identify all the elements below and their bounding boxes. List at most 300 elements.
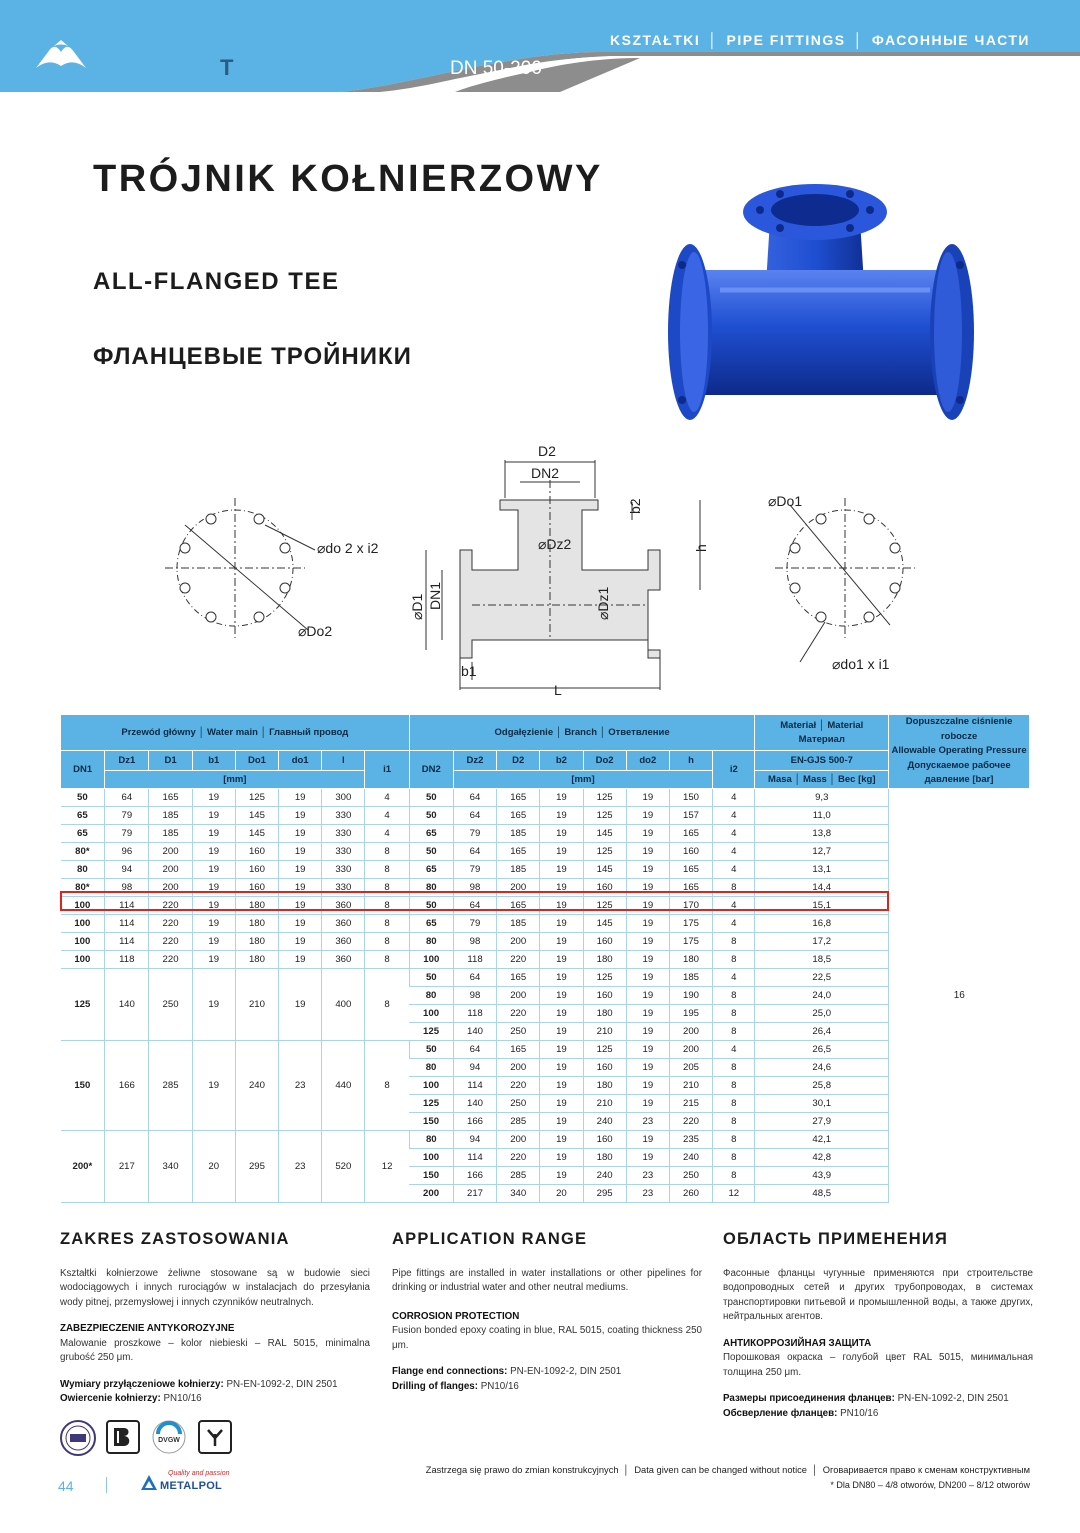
branch-cell: 19 (626, 788, 669, 806)
branch-cell: 125 (583, 896, 626, 914)
main-cell: 19 (192, 1040, 235, 1130)
branch-cell: 114 (453, 1148, 496, 1166)
branch-cell: 19 (626, 1148, 669, 1166)
main-cell: 100 (61, 950, 105, 968)
branch-cell: 64 (453, 1040, 496, 1058)
main-cell: 360 (322, 932, 365, 950)
branch-cell: 98 (453, 878, 496, 896)
main-cell: 200 (149, 842, 192, 860)
branch-cell: 125 (583, 788, 626, 806)
main-cell: 285 (149, 1040, 192, 1130)
main-cell: 340 (149, 1130, 192, 1202)
branch-cell: 19 (626, 914, 669, 932)
separator: │ (623, 1465, 630, 1475)
col-do2: do2 (626, 751, 669, 771)
branch-cell: 114 (453, 1076, 496, 1094)
main-cell: 160 (235, 878, 278, 896)
main-cell: 330 (322, 824, 365, 842)
label-Dz2: ⌀Dz2 (538, 536, 572, 552)
main-cell: 295 (235, 1130, 278, 1202)
table-row (61, 860, 1030, 878)
mass-cell: 25,8 (755, 1076, 889, 1094)
mass-cell: 27,9 (755, 1112, 889, 1130)
branch-cell: 200 (409, 1184, 453, 1202)
corrosion-text-pl: Malowanie proszkowe – kolor niebieski – RAL 5015, minimalna grubość 250 μm. (60, 1337, 370, 1363)
main-cell: 19 (192, 896, 235, 914)
page-number: 44 (58, 1478, 74, 1494)
branch-cell: 160 (669, 842, 712, 860)
main-cell: 19 (279, 914, 322, 932)
branch-cell: 200 (497, 1130, 540, 1148)
branch-cell: 19 (626, 1058, 669, 1076)
branch-cell: 19 (540, 986, 583, 1004)
branch-cell: 220 (497, 1004, 540, 1022)
main-cell: 330 (322, 878, 365, 896)
main-cell: 220 (149, 950, 192, 968)
branch-cell: 195 (669, 1004, 712, 1022)
branch-cell: 19 (540, 860, 583, 878)
branch-cell: 19 (626, 842, 669, 860)
main-cell: 100 (61, 914, 105, 932)
branch-cell: 180 (583, 1148, 626, 1166)
flange-label-en: Flange end connections: (392, 1366, 508, 1377)
drill-label-pl: Owiercenie kołnierzy: (60, 1393, 161, 1404)
pressure-header: Dopuszczalne ciśnienie robocze Allowable Operating Pressure Допускаемое рабочее давление [bar] (889, 715, 1030, 789)
main-cell: 200 (149, 878, 192, 896)
branch-cell: 118 (453, 1004, 496, 1022)
disclaimer-ru: Оговаривается право к сменам конструктивным (822, 1465, 1030, 1475)
mass-cell: 43,9 (755, 1166, 889, 1184)
main-cell: 19 (192, 806, 235, 824)
unit-branch: [mm] (453, 770, 712, 788)
branch-cell: 4 (713, 1040, 755, 1058)
branch-cell: 166 (453, 1112, 496, 1130)
branch-cell: 64 (453, 806, 496, 824)
mass-cell: 24,6 (755, 1058, 889, 1076)
branch-cell: 175 (669, 914, 712, 932)
branch-cell: 125 (583, 806, 626, 824)
label-L: L (554, 682, 562, 698)
col-Do1: Do1 (235, 751, 278, 771)
main-cell: 114 (105, 914, 149, 932)
branch-cell: 19 (626, 824, 669, 842)
branch-cell: 19 (540, 878, 583, 896)
branch-cell: 19 (540, 1112, 583, 1130)
branch-cell: 65 (409, 824, 453, 842)
branch-cell: 205 (669, 1058, 712, 1076)
disclaimer-en: Data given can be changed without notice (634, 1465, 807, 1475)
mass-cell: 18,5 (755, 950, 889, 968)
branch-cell: 125 (409, 1094, 453, 1112)
branch-cell: 340 (497, 1184, 540, 1202)
main-cell: 250 (149, 968, 192, 1040)
branch-cell: 165 (497, 788, 540, 806)
branch-cell: 19 (626, 1040, 669, 1058)
main-cell: 8 (365, 968, 409, 1040)
mass-cell: 22,5 (755, 968, 889, 986)
branch-cell: 19 (540, 788, 583, 806)
branch-cell: 19 (540, 842, 583, 860)
main-cell: 19 (279, 806, 322, 824)
col-b1: b1 (192, 751, 235, 771)
branch-cell: 220 (669, 1112, 712, 1130)
branch-cell: 19 (540, 1130, 583, 1148)
branch-cell: 19 (626, 1094, 669, 1112)
branch-cell: 19 (540, 1094, 583, 1112)
title-ru: ФЛАНЦЕВЫЕ ТРОЙНИКИ (93, 343, 412, 370)
branch-cell: 145 (583, 914, 626, 932)
main-cell: 79 (105, 806, 149, 824)
branch-cell: 19 (540, 950, 583, 968)
separator: │ (708, 32, 719, 48)
branch-cell: 8 (713, 950, 755, 968)
branch-cell: 8 (713, 1094, 755, 1112)
flange-label-ru: Размеры присоединения фланцев: (723, 1393, 895, 1404)
mass-cell: 9,3 (755, 788, 889, 806)
branch-cell: 250 (497, 1022, 540, 1040)
dvgw-label: DVGW (158, 1437, 180, 1444)
branch-cell: 220 (497, 1076, 540, 1094)
branch-cell: 200 (497, 878, 540, 896)
main-cell: 98 (105, 878, 149, 896)
main-cell: 220 (149, 914, 192, 932)
main-cell: 217 (105, 1130, 149, 1202)
branch-cell: 4 (713, 842, 755, 860)
label-b1: b1 (461, 663, 477, 679)
main-cell: 80 (61, 860, 105, 878)
branch-cell: 100 (409, 1148, 453, 1166)
branch-cell: 118 (453, 950, 496, 968)
main-cell: 160 (235, 842, 278, 860)
mass-cell: 12,7 (755, 842, 889, 860)
branch-cell: 4 (713, 896, 755, 914)
section-text-pl: Kształtki kołnierzowe żeliwne stosowane są w budowie sieci wodociągowych i innych rurociągów w instalacjach do przesyłania wody pitnej, przemysłowej i innych czynników neutralnych. (60, 1267, 370, 1308)
branch-cell: 157 (669, 806, 712, 824)
branch-cell: 125 (583, 1040, 626, 1058)
branch-cell: 94 (453, 1058, 496, 1076)
main-cell: 19 (279, 842, 322, 860)
label-do1: ⌀do1 x i1 (832, 656, 890, 672)
table-head (61, 715, 1030, 789)
main-cell: 185 (149, 824, 192, 842)
table-row (61, 1130, 1030, 1148)
table-row (61, 788, 1030, 806)
main-cell: 19 (192, 914, 235, 932)
branch-cell: 79 (453, 914, 496, 932)
main-cell: 140 (105, 968, 149, 1040)
label-Do1: ⌀Do1 (768, 493, 803, 509)
hygiene-cert-icon (198, 1420, 232, 1454)
main-cell: 19 (279, 824, 322, 842)
main-cell: 79 (105, 824, 149, 842)
main-cell: 200 (149, 860, 192, 878)
branch-cell: 98 (453, 932, 496, 950)
branch-cell: 23 (626, 1166, 669, 1184)
branch-cell: 160 (583, 986, 626, 1004)
page-header (0, 0, 1080, 92)
branch-cell: 185 (497, 914, 540, 932)
mass-cell: 16,8 (755, 914, 889, 932)
branch-cell: 145 (583, 860, 626, 878)
branch-cell: 250 (497, 1094, 540, 1112)
mass-cell: 17,2 (755, 932, 889, 950)
branch-cell: 12 (713, 1184, 755, 1202)
branch-cell: 100 (409, 1076, 453, 1094)
branch-cell: 210 (669, 1076, 712, 1094)
branch-cell: 50 (409, 806, 453, 824)
branch-cell: 50 (409, 1040, 453, 1058)
dn-range: DN 50-200 (450, 58, 542, 79)
branch-cell: 8 (713, 1004, 755, 1022)
branch-cell: 19 (540, 1004, 583, 1022)
branch-cell: 240 (669, 1148, 712, 1166)
branch-cell: 170 (669, 896, 712, 914)
mass-cell: 30,1 (755, 1094, 889, 1112)
main-cell: 440 (322, 1040, 365, 1130)
col-DN1: DN1 (61, 751, 105, 789)
branch-cell: 20 (540, 1184, 583, 1202)
branch-cell: 165 (497, 806, 540, 824)
section-ru (723, 1232, 1033, 1421)
drill-value-ru: PN10/16 (840, 1407, 879, 1419)
section-title-pl: ZAKRES ZASTOSOWANIA (60, 1230, 290, 1248)
main-cell: 19 (279, 896, 322, 914)
tee-section (426, 460, 700, 690)
main-cell: 185 (149, 806, 192, 824)
footnote: * Dla DN80 – 4/8 otworów, DN200 – 8/12 otworów (830, 1480, 1030, 1490)
branch-cell: 19 (626, 1076, 669, 1094)
branch-cell: 200 (497, 986, 540, 1004)
table-row (61, 932, 1030, 950)
branch-cell: 4 (713, 968, 755, 986)
branch-cell: 19 (626, 806, 669, 824)
table-row (61, 806, 1030, 824)
footer-disclaimer (426, 1465, 1030, 1475)
col-Dz1: Dz1 (105, 751, 149, 771)
mass-cell: 48,5 (755, 1184, 889, 1202)
main-cell: 180 (235, 932, 278, 950)
branch-cell: 19 (540, 1076, 583, 1094)
corrosion-title-en: CORROSION PROTECTION (392, 1310, 520, 1322)
branch-cell: 100 (409, 950, 453, 968)
branch-cell: 19 (540, 932, 583, 950)
flange-label-pl: Wymiary przyłączeniowe kołnierzy: (60, 1378, 224, 1390)
branch-cell: 150 (409, 1112, 453, 1130)
branch-cell: 50 (409, 788, 453, 806)
separator: │ (853, 32, 864, 48)
branch-cell: 80 (409, 986, 453, 1004)
corrosion-title-pl: ZABEZPIECZENIE ANTYKOROZYJNE (60, 1323, 235, 1334)
mass-cell: 15,1 (755, 896, 889, 914)
main-cell: 220 (149, 896, 192, 914)
flange-view-right (775, 498, 915, 662)
branch-cell: 180 (669, 950, 712, 968)
main-cell: 160 (235, 860, 278, 878)
main-cell: 19 (192, 878, 235, 896)
branch-cell: 19 (626, 1022, 669, 1040)
main-cell: 19 (192, 788, 235, 806)
corrosion-title-ru: АНТИКОРРОЗИЙНАЯ ЗАЩИТА (723, 1337, 872, 1349)
main-cell: 180 (235, 950, 278, 968)
branch-cell: 4 (713, 860, 755, 878)
main-cell: 240 (235, 1040, 278, 1130)
branch-cell: 19 (540, 896, 583, 914)
flange-value-en: PN-EN-1092-2, DIN 2501 (510, 1366, 622, 1377)
branch-cell: 200 (497, 932, 540, 950)
branch-cell: 8 (713, 1130, 755, 1148)
branch-cell: 19 (540, 1058, 583, 1076)
branch-cell: 19 (540, 1166, 583, 1184)
main-cell: 8 (365, 878, 409, 896)
label-DN2: DN2 (531, 465, 560, 481)
branch-cell: 64 (453, 896, 496, 914)
main-cell: 64 (105, 788, 149, 806)
col-do1: do1 (279, 751, 322, 771)
branch-cell: 65 (409, 914, 453, 932)
mass-cell: 24,0 (755, 986, 889, 1004)
main-cell: 180 (235, 914, 278, 932)
branch-cell: 150 (669, 788, 712, 806)
branch-cell: 50 (409, 896, 453, 914)
label-Dz1: ⌀Dz1 (595, 586, 611, 620)
group-branch-header: Odgałęzienie │ Branch │ Ответвление (409, 715, 755, 751)
main-cell: 8 (365, 860, 409, 878)
main-cell: 330 (322, 860, 365, 878)
mass-cell: 14,4 (755, 878, 889, 896)
metalpol-triangle-icon (140, 1474, 158, 1492)
main-cell: 65 (61, 824, 105, 842)
category-pl: KSZTAŁTKI (610, 32, 701, 48)
branch-cell: 4 (713, 788, 755, 806)
bb-cert-icon (106, 1420, 140, 1454)
title-pl: TRÓJNIK KOŁNIERZOWY (93, 158, 603, 200)
branch-cell: 220 (497, 950, 540, 968)
branch-cell: 285 (497, 1112, 540, 1130)
main-cell: 80* (61, 878, 105, 896)
main-cell: 100 (61, 932, 105, 950)
main-cell: 19 (192, 842, 235, 860)
section-en (392, 1232, 702, 1394)
branch-cell: 260 (669, 1184, 712, 1202)
branch-cell: 210 (583, 1094, 626, 1112)
main-cell: 8 (365, 842, 409, 860)
branch-cell: 125 (409, 1022, 453, 1040)
main-cell: 145 (235, 824, 278, 842)
col-Dz2: Dz2 (453, 751, 496, 771)
corrosion-text-en: Fusion bonded epoxy coating in blue, RAL 5015, coating thickness 250 μm. (392, 1325, 702, 1351)
label-b2: b2 (627, 498, 643, 514)
main-cell: 360 (322, 896, 365, 914)
label-Do2: ⌀Do2 (298, 623, 333, 639)
main-cell: 94 (105, 860, 149, 878)
branch-cell: 140 (453, 1022, 496, 1040)
company-logo-icon (34, 38, 88, 72)
mass-cell: 25,0 (755, 1004, 889, 1022)
branch-cell: 8 (713, 1076, 755, 1094)
flange-value-pl: PN-EN-1092-2, DIN 2501 (226, 1378, 338, 1390)
corrosion-text-ru: Порошковая окраска – голубой цвет RAL 5015, минимальная толщина 250 μm. (723, 1352, 1033, 1378)
section-title-ru: ОБЛАСТЬ ПРИМЕНЕНИЯ (723, 1230, 949, 1248)
main-cell: 50 (61, 788, 105, 806)
section-pl (60, 1232, 370, 1407)
branch-cell: 160 (583, 932, 626, 950)
branch-cell: 200 (669, 1022, 712, 1040)
label-D1: ⌀D1 (409, 593, 425, 620)
branch-cell: 8 (713, 932, 755, 950)
branch-cell: 79 (453, 824, 496, 842)
col-Do2: Do2 (583, 751, 626, 771)
main-cell: 100 (61, 896, 105, 914)
main-cell: 19 (279, 950, 322, 968)
branch-cell: 8 (713, 1148, 755, 1166)
mass-cell: 13,8 (755, 824, 889, 842)
col-i2: i2 (713, 751, 755, 789)
branch-cell: 165 (669, 878, 712, 896)
mass-cell: 26,4 (755, 1022, 889, 1040)
branch-cell: 80 (409, 932, 453, 950)
branch-cell: 4 (713, 824, 755, 842)
drill-label-ru: Обсверление фланцев: (723, 1407, 838, 1419)
drill-label-en: Drilling of flanges: (392, 1380, 478, 1392)
col-l: l (322, 751, 365, 771)
main-cell: 80* (61, 842, 105, 860)
branch-cell: 240 (583, 1112, 626, 1130)
main-cell: 360 (322, 914, 365, 932)
branch-cell: 200 (497, 1058, 540, 1076)
branch-cell: 19 (540, 1148, 583, 1166)
product-photo (660, 180, 980, 440)
main-cell: 520 (322, 1130, 365, 1202)
label-h: h (693, 544, 709, 552)
label-D2: D2 (538, 443, 556, 459)
branch-cell: 19 (626, 986, 669, 1004)
main-cell: 330 (322, 842, 365, 860)
main-cell: 166 (105, 1040, 149, 1130)
mass-cell: 13,1 (755, 860, 889, 878)
branch-cell: 19 (626, 1130, 669, 1148)
branch-cell: 160 (583, 1058, 626, 1076)
branch-cell: 64 (453, 842, 496, 860)
section-letter: T (220, 55, 234, 80)
main-cell: 8 (365, 932, 409, 950)
branch-cell: 250 (669, 1166, 712, 1184)
branch-cell: 165 (497, 896, 540, 914)
branch-cell: 185 (669, 968, 712, 986)
section-text-ru: Фасонные фланцы чугунные применяются при строительстве водопроводных сетей и других трубопроводах, в системах транспортировки питьевой и промышленной воды, а также других, нейтральных агентов. (723, 1267, 1033, 1322)
branch-cell: 165 (497, 1040, 540, 1058)
branch-cell: 190 (669, 986, 712, 1004)
branch-cell: 180 (583, 950, 626, 968)
branch-cell: 80 (409, 1058, 453, 1076)
branch-cell: 19 (540, 968, 583, 986)
main-cell: 8 (365, 914, 409, 932)
main-cell: 400 (322, 968, 365, 1040)
main-cell: 200* (61, 1130, 105, 1202)
main-cell: 23 (279, 1130, 322, 1202)
branch-cell: 65 (409, 860, 453, 878)
branch-cell: 19 (626, 860, 669, 878)
branch-cell: 185 (497, 860, 540, 878)
branch-cell: 125 (583, 968, 626, 986)
branch-cell: 210 (583, 1022, 626, 1040)
branch-cell: 19 (626, 1004, 669, 1022)
branch-cell: 19 (540, 1040, 583, 1058)
branch-cell: 19 (626, 878, 669, 896)
disclaimer-pl: Zastrzega się prawo do zmian konstrukcyjnych (425, 1465, 619, 1475)
branch-cell: 19 (626, 950, 669, 968)
table-row (61, 842, 1030, 860)
group-main-header: Przewód główny │ Water main │ Главный провод (61, 715, 410, 751)
